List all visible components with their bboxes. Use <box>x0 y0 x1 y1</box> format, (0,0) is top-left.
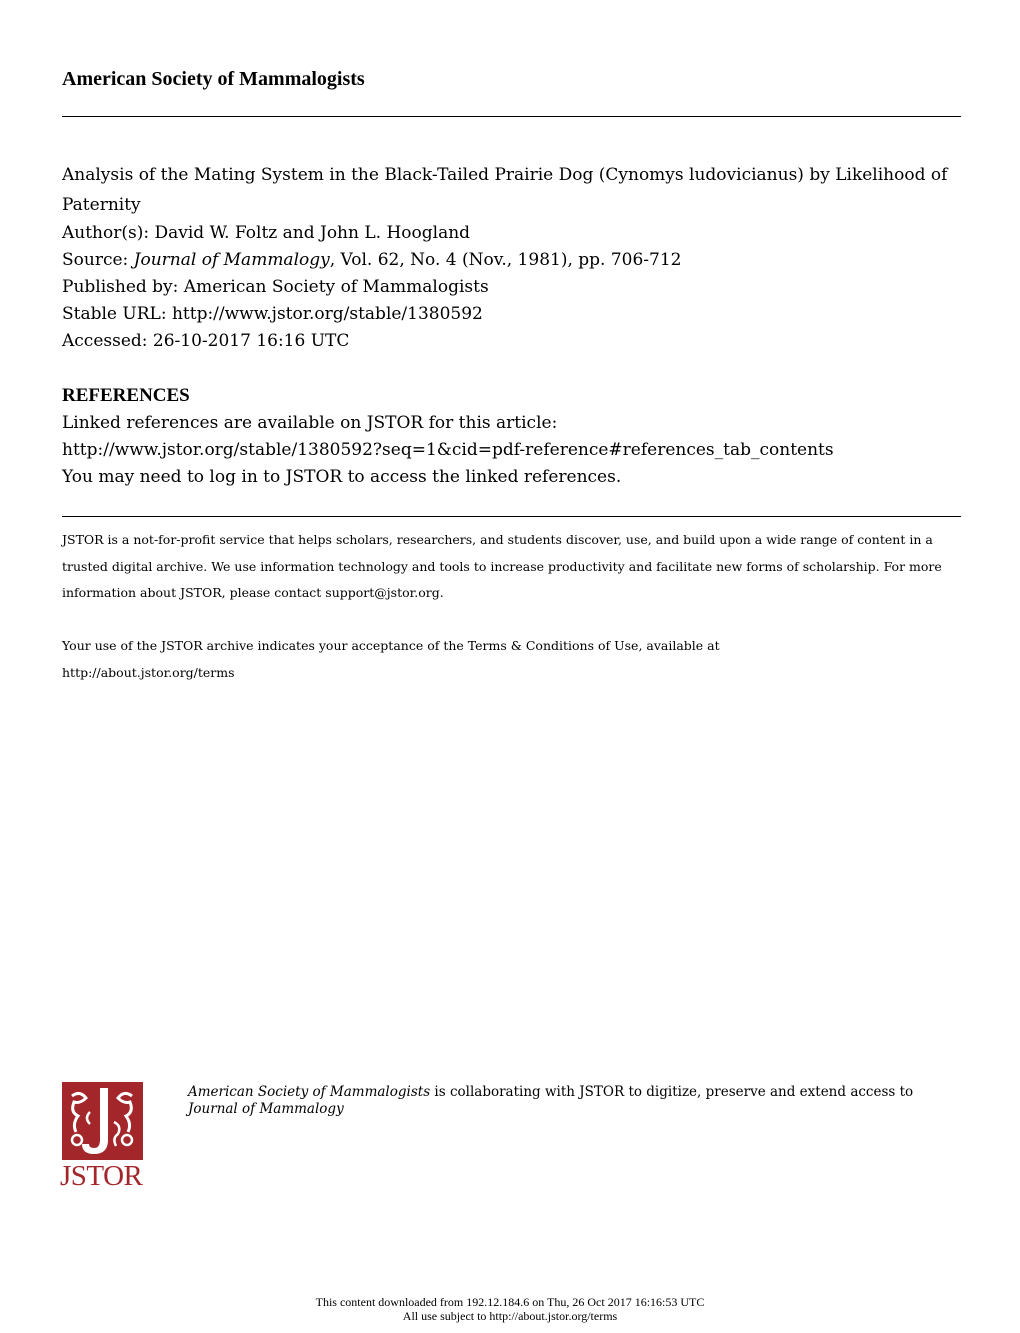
collaboration-journal: Journal of Mammalogy <box>188 1101 344 1117</box>
accessed-line <box>62 328 962 355</box>
references-link[interactable]: http://www.jstor.org/stable/1380592?seq=1&cid=pdf-reference#references_tab_contents <box>62 440 834 460</box>
published-label: Published by: <box>62 277 179 297</box>
authors-line <box>62 220 962 247</box>
source-details: , Vol. 62, No. 4 (Nov., 1981), pp. 706-712 <box>329 250 682 270</box>
authors-label: Author(s): <box>62 223 150 243</box>
references-intro: Linked references are available on JSTOR for this article: <box>62 413 558 433</box>
published-value: American Society of Mammalogists <box>183 277 489 297</box>
download-footer <box>0 1295 1020 1323</box>
accessed-label: Accessed: <box>62 331 148 351</box>
publisher-header: American Society of Mammalogists <box>62 68 365 90</box>
article-title: Analysis of the Mating System in the Black-Tailed Prairie Dog (Cynomys ludovicianus) by Likelihood of Paternity <box>62 165 948 215</box>
source-line <box>62 247 962 274</box>
published-line <box>62 274 962 301</box>
stable-url-link[interactable]: http://www.jstor.org/stable/1380592 <box>171 304 483 324</box>
top-divider <box>62 116 961 117</box>
collaboration-middle: is collaborating with JSTOR to digitize, preserve and extend access to <box>430 1084 914 1100</box>
collaboration-society: American Society of Mammalogists <box>188 1084 431 1100</box>
source-label: Source: <box>62 250 129 270</box>
accessed-value: 26-10-2017 16:16 UTC <box>152 331 350 351</box>
jstor-wordmark: JSTOR <box>60 1160 143 1192</box>
terms-text: Your use of the JSTOR archive indicates your acceptance of the Terms & Conditions of Use, available at <box>62 638 720 653</box>
stable-url-label: Stable URL: <box>62 304 167 324</box>
terms-notice <box>62 633 942 686</box>
stable-url-line <box>62 301 962 328</box>
collaboration-statement <box>188 1084 948 1118</box>
jstor-logo-emblem-icon <box>62 1082 143 1160</box>
terms-link[interactable]: http://about.jstor.org/terms <box>62 664 235 680</box>
middle-divider <box>62 516 961 517</box>
authors-value: David W. Foltz and John L. Hoogland <box>154 223 471 243</box>
references-login-note: You may need to log in to JSTOR to access the linked references. <box>62 467 622 487</box>
jstor-notice: JSTOR is a not-for-profit service that helps scholars, researchers, and students discover, use, and build upon a wide range of content in a trusted digital archive. We use information technology and tools to increase productivity and facilitate new forms of scholarship. For more information about JSTOR, please contact support@jstor.org. <box>62 532 942 600</box>
jstor-emblem-icon <box>62 1082 143 1160</box>
footer-download-line: This content downloaded from 192.12.184.6 on Thu, 26 Oct 2017 16:16:53 UTC <box>315 1295 705 1309</box>
footer-terms-line: All use subject to http://about.jstor.org/terms <box>402 1309 618 1323</box>
references-block <box>62 410 962 491</box>
source-journal: Journal of Mammalogy <box>133 250 330 270</box>
article-metadata <box>62 160 962 355</box>
references-heading: REFERENCES <box>62 385 190 406</box>
